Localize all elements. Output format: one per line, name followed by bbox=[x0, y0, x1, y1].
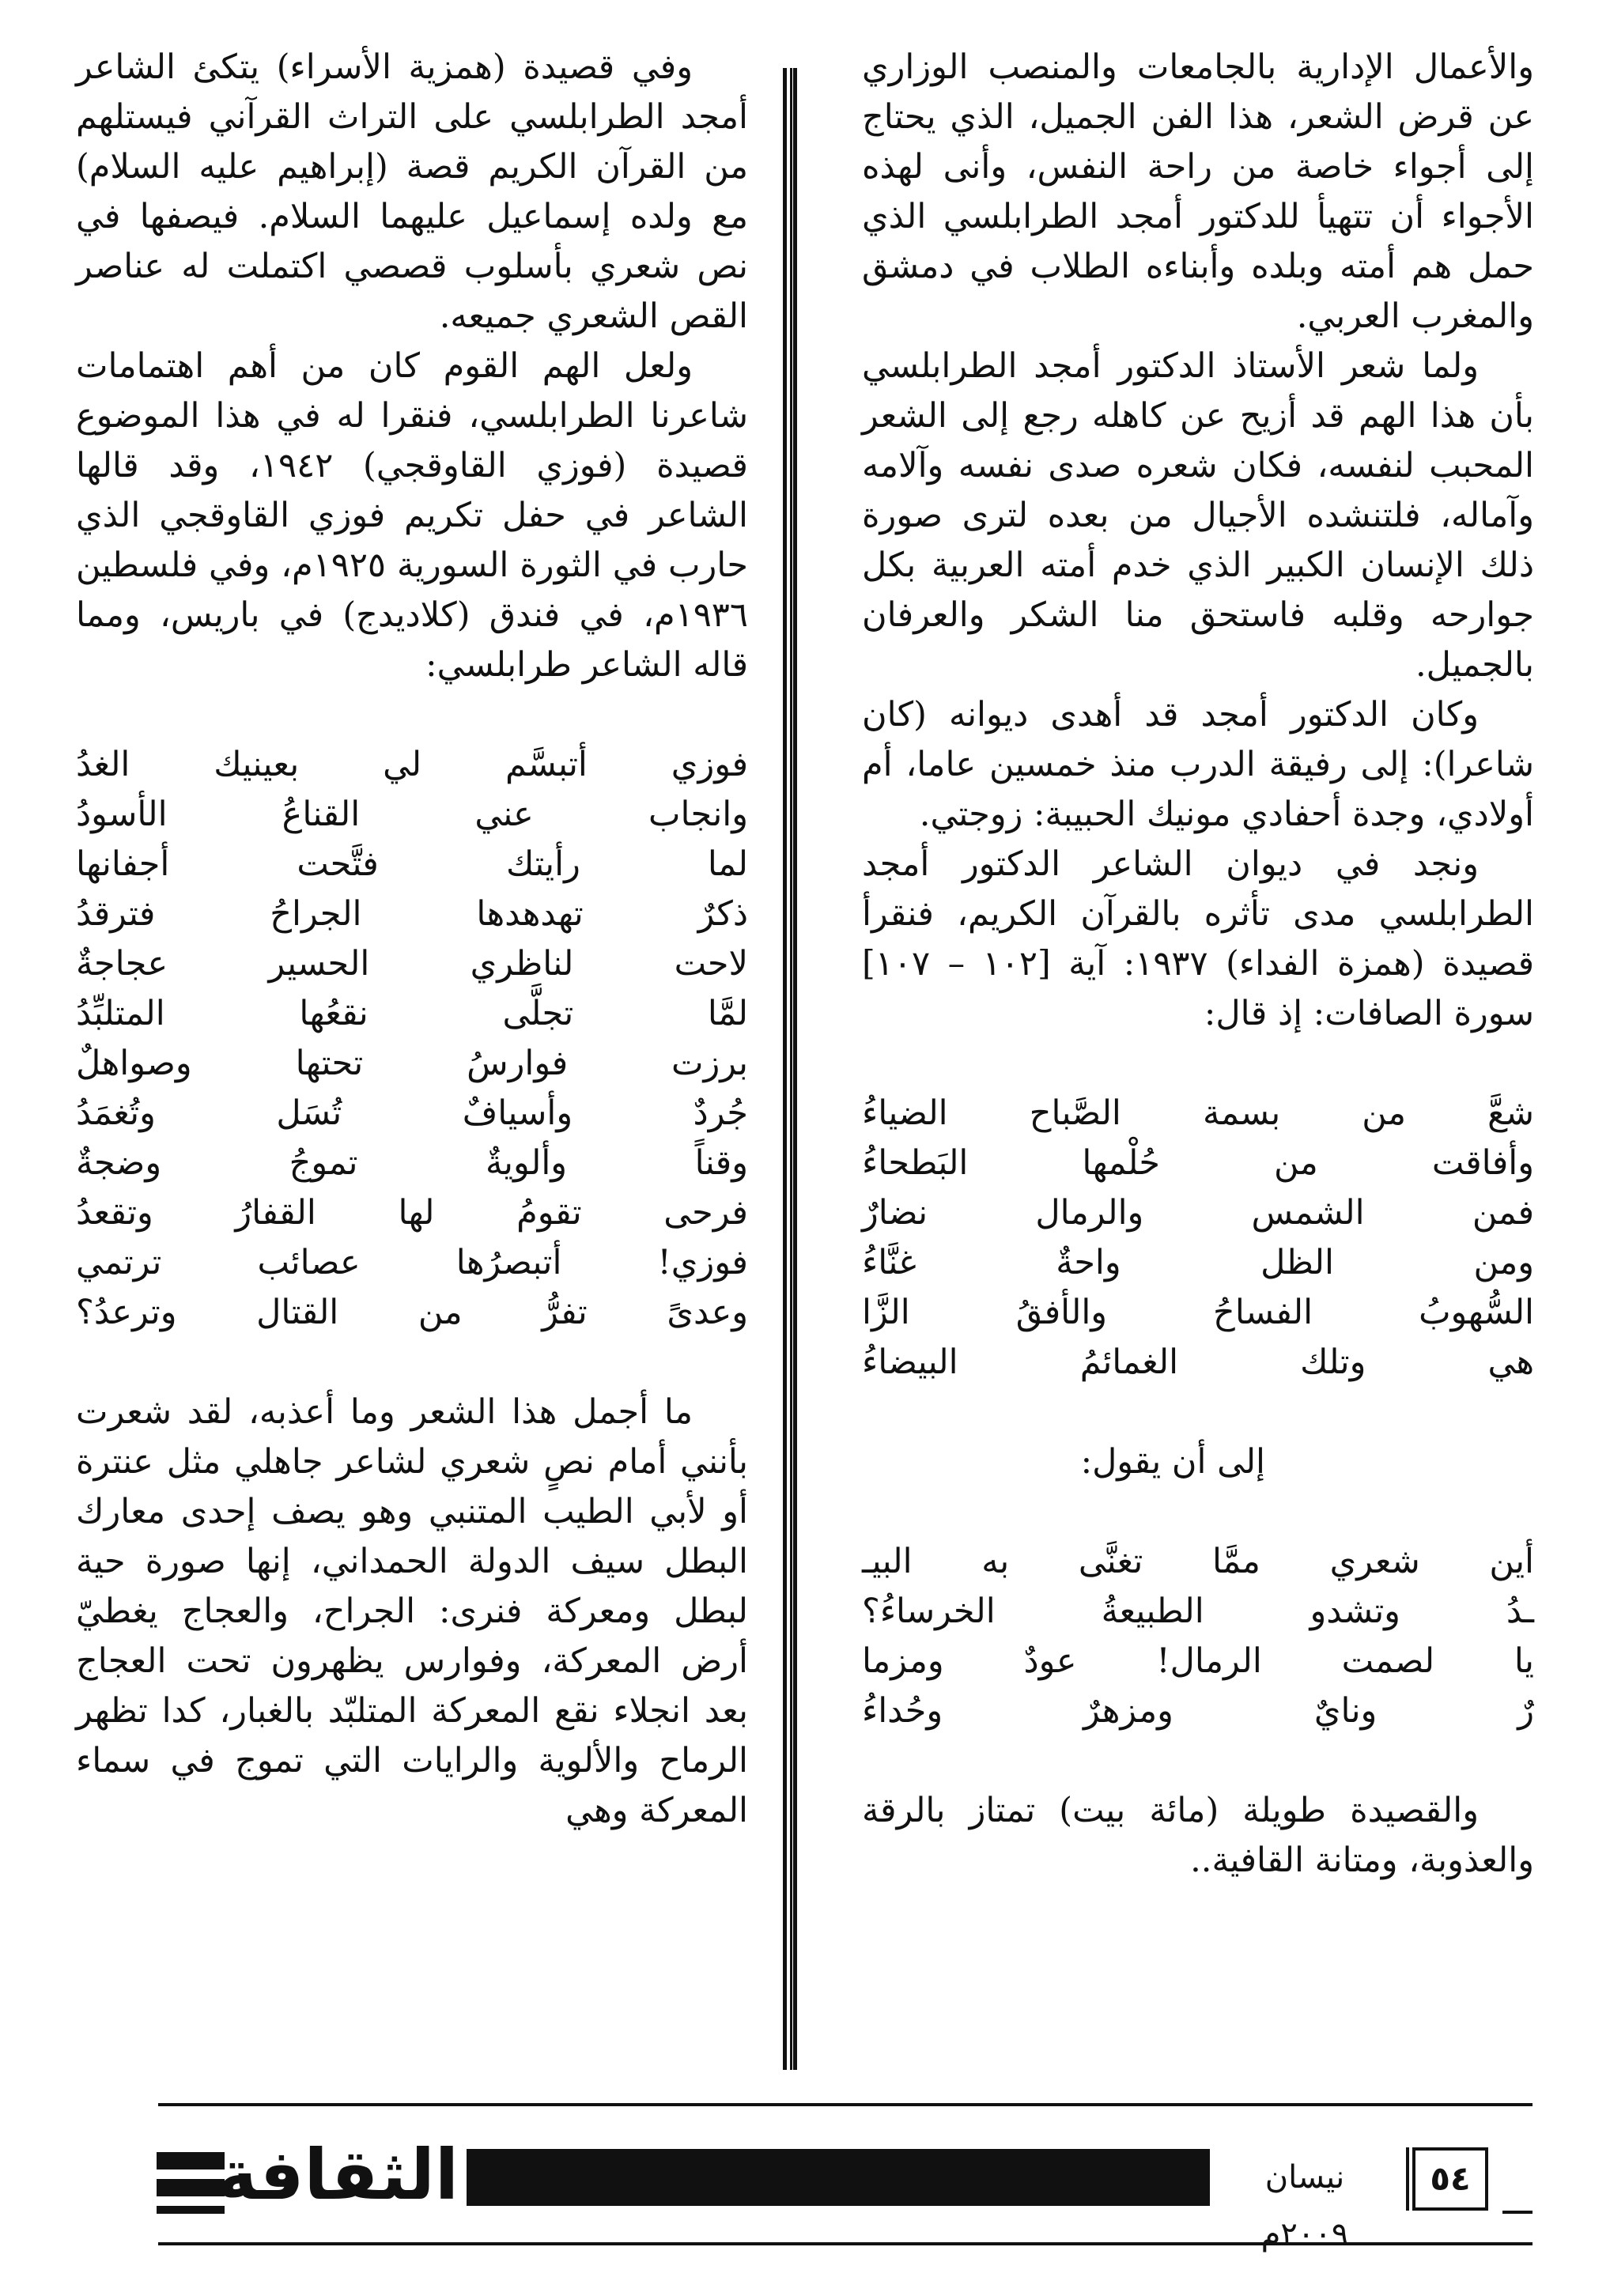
verse-line: لاحت لناظري الحسير عجاجةٌ bbox=[76, 944, 748, 984]
paragraph: ولعل الهم القوم كان من أهم اهتمامات شاعرنا الطرابلسي، فنقرا له في هذا الموضوع قصيدة (فوزي القاوقجي) ١٩٤٢، وقد قالها الشاعر في حفل تكريم فوزي القاوقجي الذي حارب في الثورة السورية ١٩٢٥م، وفي فلسطين ١٩٣٦م، في فندق (كلاديدج) في باريس، ومما قاله الشاعر طرابلسي: bbox=[76, 346, 748, 685]
footer-rule bbox=[158, 2103, 1533, 2106]
verse-line: فوزي أتبسَّم لي بعينيك الغدُ bbox=[76, 745, 748, 784]
page-number: ٥٤ bbox=[1412, 2147, 1488, 2211]
verse-line: أين شعري ممَّا تغنَّى به البيـ bbox=[862, 1542, 1534, 1581]
paragraph: وفي قصيدة (همزية الأسراء) يتكئ الشاعر أمجد الطرابلسي على التراث القرآني فيستلهم من القرآن الكريم قصة (إبراهيم عليه السلام) مع ولده إسماعيل عليهما السلام. فيصفها في نص شعري بأسلوب قصصي اكتملت له عناصر القص الشعري جميعه. bbox=[76, 47, 748, 336]
column-divider bbox=[783, 68, 797, 2070]
verse-line: ذكرٌ تهدهدها الجراحُ فترقدُ bbox=[76, 894, 748, 934]
verse-line: وانجاب عني القناعُ الأسودُ bbox=[76, 795, 748, 834]
verse-line: فوزي! أتبصرُها عصائب ترتمي bbox=[76, 1243, 748, 1282]
paragraph: ما أجمل هذا الشعر وما أعذبه، لقد شعرت بأنني أمام نصٍ شعري لشاعر جاهلي مثل عنترة أو لأبي الطيب المتنبي وهو يصف إحدى معارك البطل سيف الدولة الحمداني، إنها صورة حية لبطل ومعركة فنرى: الجراح، والعجاج يغطيّ أرض المعركة، وفوارس يظهرون تحت العجاج بعد انجلاء نقع المعركة المتلبّد بالغبار، كدا تظهر الرماح والألوية والرايات التي تموج في سماء المعركة وهي bbox=[76, 1392, 748, 1830]
verse-line: السُّهوبُ الفساحُ والأفقُ الزَّا bbox=[862, 1293, 1534, 1332]
poem-verse bbox=[76, 740, 748, 1338]
verse-line: هي وتلك الغمائمُ البيضاءُ bbox=[862, 1342, 1534, 1382]
verse-line: ـدُ وتشدو الطبيعةُ الخرساءُ؟ bbox=[862, 1592, 1534, 1631]
paragraph: وكان الدكتور أمجد قد أهدى ديوانه (كان شاعرا): إلى رفيقة الدرب منذ خمسين عاما، أم أولادي، وجدة أحفادي مونيك الحبيبة: زوجتي. bbox=[862, 695, 1534, 834]
verse-line: فمن الشمس والرمال نضارٌ bbox=[862, 1193, 1534, 1233]
spacer bbox=[862, 1487, 1534, 1537]
left-column bbox=[76, 43, 748, 1836]
right-column bbox=[862, 43, 1534, 1886]
footer-rule bbox=[158, 2242, 1533, 2245]
decorative-bar bbox=[157, 2179, 225, 2196]
poem-verse bbox=[862, 1537, 1534, 1736]
verse-line: فرحى تقومُ لها القفارُ وتقعدُ bbox=[76, 1193, 748, 1233]
spacer bbox=[862, 1039, 1534, 1089]
verse-line: يا لصمت الرمال! عودٌ ومزما bbox=[862, 1641, 1534, 1681]
decorative-bar bbox=[467, 2149, 1210, 2206]
issue-date: نيسان ٢٠٠٩م bbox=[1260, 2159, 1349, 2253]
verse-line: رٌ ونايٌ ومزهرٌ وحُداءُ bbox=[862, 1691, 1534, 1731]
verse-line: شعَّ من بسمة الصَّباح الضياءُ bbox=[862, 1093, 1534, 1133]
verse-line: جُردٌ وأسيافٌ تُسَل وتُغمَدُ bbox=[76, 1093, 748, 1133]
paragraph: ولما شعر الأستاذ الدكتور أمجد الطرابلسي بأن هذا الهم قد أزيح عن كاهله رجع إلى الشعر المحبب لنفسه، فكان شعره صدى نفسه وآلامه وآماله، فلتنشده الأجيال من بعده لترى صورة ذلك الإنسان الكبير الذي خدم أمته العربية بكل جوارحه وقلبه فاستحق منا الشكر والعرفان بالجميل. bbox=[862, 346, 1534, 685]
spacer bbox=[76, 690, 748, 740]
paragraph: والأعمال الإدارية بالجامعات والمنصب الوزاري عن قرض الشعر، هذا الفن الجميل، الذي يحتاج إلى أجواء خاصة من راحة النفس، وأنى لهذه الأجواء أن تتهيأ للدكتور أمجد الطرابلسي الذي حمل هم أمته وبلده وأبناءه الطلاب في دمشق والمغرب العربي. bbox=[862, 47, 1534, 336]
verse-line: لمَّا تجلَّى نقعُها المتلبِّدُ bbox=[76, 994, 748, 1033]
verse-line: ومن الظل واحةٌ غنَّاءُ bbox=[862, 1243, 1534, 1282]
spacer bbox=[862, 1736, 1534, 1786]
paragraph: ونجد في ديوان الشاعر الدكتور أمجد الطرابلسي مدى تأثره بالقرآن الكريم، فنقرأ قصيدة (همزة الفداء) ١٩٣٧: آية [١٠٢ – ١٠٧] سورة الصافات: إذ قال: bbox=[862, 844, 1534, 1033]
verse-line: وأفاقت من حُلْمها البَطحاءُ bbox=[862, 1143, 1534, 1183]
spacer bbox=[76, 1338, 748, 1388]
footer-rule bbox=[1502, 2211, 1533, 2214]
verse-line: لما رأيتك فتَّحت أجفانها bbox=[76, 844, 748, 884]
decorative-bar bbox=[157, 2152, 225, 2169]
page-footer bbox=[0, 2103, 1610, 2261]
verse-line: وعدىً تفرُّ من القتال وترعدُ؟ bbox=[76, 1293, 748, 1332]
poem-verse bbox=[862, 1089, 1534, 1388]
paragraph: والقصيدة طويلة (مائة بيت) تمتاز بالرقة والعذوبة، ومتانة القافية.. bbox=[862, 1791, 1534, 1880]
verse-line: برزت فوارسُ تحتها وصواهلٌ bbox=[76, 1044, 748, 1083]
verse-line: وقناً وألويةٌ تموجُ وضجةٌ bbox=[76, 1143, 748, 1183]
magazine-logo: الثقافة bbox=[216, 2134, 459, 2215]
spacer bbox=[862, 1388, 1534, 1437]
decorative-bar bbox=[157, 2206, 225, 2214]
paragraph: إلى أن يقول: bbox=[1080, 1442, 1265, 1482]
